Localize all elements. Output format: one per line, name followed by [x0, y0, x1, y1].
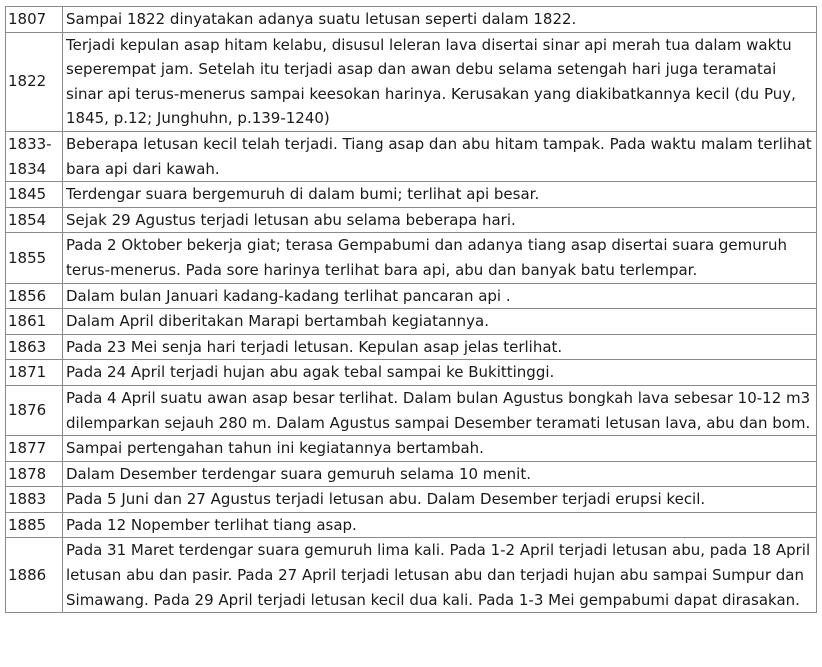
year-cell: 1878 [6, 461, 63, 487]
description-cell: Beberapa letusan kecil telah terjadi. Tiang asap dan abu hitam tampak. Pada waktu malam terlihat bara api dari kawah. [63, 131, 817, 181]
description-cell: Dalam Desember terdengar suara gemuruh selama 10 menit. [63, 461, 817, 487]
table-row [6, 512, 817, 538]
year-cell: 1856 [6, 283, 63, 309]
year-cell: 1885 [6, 512, 63, 538]
year-cell: 1871 [6, 360, 63, 386]
table-row [6, 538, 817, 613]
year-cell: 1822 [6, 32, 63, 131]
description-cell: Pada 31 Maret terdengar suara gemuruh lima kali. Pada 1-2 April terjadi letusan abu, pada 18 April letusan abu dan pasir. Pada 27 April terjadi letusan abu dan terjadi hujan abu sampai Sumpur dan Simawang. Pada 29 April terjadi letusan kecil dua kali. Pada 1-3 Mei gempabumi dapat dirasakan. [63, 538, 817, 613]
year-cell: 1833- 1834 [6, 131, 63, 181]
description-cell: Sejak 29 Agustus terjadi letusan abu selama beberapa hari. [63, 207, 817, 233]
table-row [6, 32, 817, 131]
description-cell: Pada 23 Mei senja hari terjadi letusan. Kepulan asap jelas terlihat. [63, 334, 817, 360]
table-row [6, 233, 817, 283]
description-cell: Dalam bulan Januari kadang-kadang terlihat pancaran api . [63, 283, 817, 309]
year-cell: 1883 [6, 487, 63, 513]
year-cell: 1845 [6, 182, 63, 208]
table-row [6, 7, 817, 33]
year-cell: 1863 [6, 334, 63, 360]
description-cell: Pada 2 Oktober bekerja giat; terasa Gempabumi dan adanya tiang asap disertai suara gemuruh terus-menerus. Pada sore harinya terlihat bara api, abu dan banyak batu terlempar. [63, 233, 817, 283]
table-row [6, 283, 817, 309]
year-cell: 1886 [6, 538, 63, 613]
description-cell: Terjadi kepulan asap hitam kelabu, disusul leleran lava disertai sinar api merah tua dalam waktu seperempat jam. Setelah itu terjadi asap dan awan debu selama setengah hari juga teramatai sinar api terus-menerus sampai keesokan harinya. Kerusakan yang diakibatkannya kecil (du Puy, 1845, p.12; Junghuhn, p.139-1240) [63, 32, 817, 131]
year-cell: 1876 [6, 385, 63, 435]
description-cell: Dalam April diberitakan Marapi bertambah kegiatannya. [63, 309, 817, 335]
table-row [6, 334, 817, 360]
table-row [6, 487, 817, 513]
table-row [6, 131, 817, 181]
year-cell: 1855 [6, 233, 63, 283]
description-cell: Sampai 1822 dinyatakan adanya suatu letusan seperti dalam 1822. [63, 7, 817, 33]
table-row [6, 436, 817, 462]
table-body [6, 7, 817, 613]
year-cell: 1861 [6, 309, 63, 335]
description-cell: Pada 24 April terjadi hujan abu agak tebal sampai ke Bukittinggi. [63, 360, 817, 386]
description-cell: Pada 5 Juni dan 27 Agustus terjadi letusan abu. Dalam Desember terjadi erupsi kecil. [63, 487, 817, 513]
table-row [6, 360, 817, 386]
year-cell: 1807 [6, 7, 63, 33]
table-row [6, 207, 817, 233]
description-cell: Terdengar suara bergemuruh di dalam bumi; terlihat api besar. [63, 182, 817, 208]
description-cell: Pada 12 Nopember terlihat tiang asap. [63, 512, 817, 538]
table-row [6, 182, 817, 208]
description-cell: Pada 4 April suatu awan asap besar terlihat. Dalam bulan Agustus bongkah lava sebesar 10-12 m3 dilemparkan sejauh 280 m. Dalam Agustus sampai Desember teramati letusan lava, abu dan bom. [63, 385, 817, 435]
table-row [6, 461, 817, 487]
eruption-history-table [5, 6, 817, 613]
table-row [6, 309, 817, 335]
year-cell: 1877 [6, 436, 63, 462]
description-cell: Sampai pertengahan tahun ini kegiatannya bertambah. [63, 436, 817, 462]
year-cell: 1854 [6, 207, 63, 233]
table-row [6, 385, 817, 435]
